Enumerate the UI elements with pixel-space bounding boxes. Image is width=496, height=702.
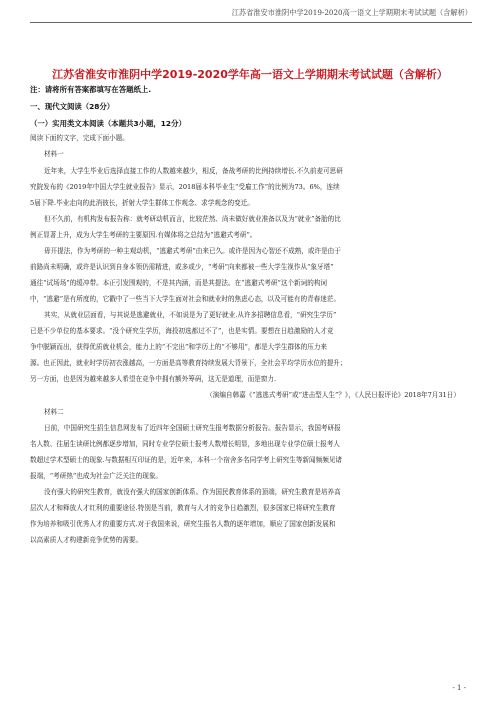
- paragraph-line: 其实，从就业层面看，与其说是逃避就业，不如说是为了更好就业.从许多招聘信息看，“研究生学历”: [44, 311, 337, 319]
- paragraph-line: 前路尚未明确，或许是认识到自身本领仍需精进，或多或少，“考研”向来都被一些大学生视作从“象牙塔”: [30, 263, 334, 271]
- paragraph-line: 数超过学术型硕士的现象.与数据相互印证的是，近年来，本科一个宿舍多名同学考上研究生等新闻频频见诸: [30, 456, 343, 464]
- paragraph-line: 中，“逃避”是有所度的，它戳中了一些当下大学生面对社会和就业时的焦虑心态，以及可能有的青春迷茫。: [30, 295, 341, 303]
- paragraph-line: 报端，“考研热”也成为社会广泛关注的现象。: [30, 472, 163, 480]
- paragraph-line: 名人数、往届生读研比例都逐步增加，同时专业学位硕士报考人数增长明显，多地出现专业学位硕士报考人: [30, 440, 340, 448]
- header-divider: [30, 22, 472, 23]
- section-heading: 一、现代文阅读（28分）: [30, 102, 115, 111]
- paragraph-line: 已是不少单位的基本要求。“没个研究生学历，海投初选都过不了”，也是实情。要想在日趋激励的人才竞: [30, 327, 334, 335]
- paragraph-line: 作为培养和吸引优秀人才的重要方式.对于我国来说，研究生报名人数的逐年增加，顺应了国家创新发展和: [30, 520, 336, 528]
- paragraph-line: 日前，中国研究生招生信息网发布了近四年全国硕士研究生报考数据分析报告。报告显示，我国考研报: [44, 424, 341, 432]
- subsection-heading: （一）实用类文本阅读（本题共3小题，12分）: [30, 119, 186, 128]
- paragraph-line: 源。也正因此，就业时学历初衣涨越高，一方面是高等教育持续发展大背景下，全社会平均学历水位的提升；: [30, 359, 347, 367]
- paragraph-line: 另一方面，也是因为越来越多人希望在竞争中拥有额外筹码，这无是道理，而是窗力.: [30, 375, 277, 383]
- paragraph-line: 但不久前，有机构发布报告称：就考研动机而言，比较茫然、尚未做好就业准备以及为“就业”备胎的比: [44, 215, 341, 223]
- paragraph-line: 近年来，大学生毕业后选择直接工作的人数越来越少，相反，备战考研的比例持续增长.不久前麦可思研: [44, 167, 343, 175]
- paragraph-line: 通往“试场场”的缓冲带。本正引发围观的，不是其内涵，而是其提法。在“逃避式考研”这个新词的构词: [30, 279, 328, 287]
- paragraph-line: 毋开提法，作为考研的一种主观动机，“逃避式考研”由来已久。或许是因为心智还不成熟，或许是由于: [44, 247, 341, 255]
- source-citation: （演编自韩嘉《“逃逃式考研”或“进击型人生”？》，《人民日报评论》2018年7月31日）: [206, 391, 460, 399]
- notice-line: 注：请将所有答案都填写在答题纸上.: [30, 85, 152, 94]
- paragraph-line: 例正显著上升，成为大学生考研的主要原因.有媒体将之总结为“逃避式考研”。: [30, 231, 257, 239]
- paragraph-line: 5届下降.毕业走向的此消彼长，折射大学生群体工作观念、求学观念的变迁。: [30, 199, 254, 207]
- paragraph-line: 没有强大的研究生教育，就没有强大的国家创新体系。作为国民教育体系的顶端，研究生教育是培养高: [44, 488, 341, 496]
- paragraph-line: 层次人才和释放人才红利的重要途径.特别是当前，教育与人才的竞争日趋激烈，很多国家已将研究生教育: [30, 504, 336, 512]
- document-title: 江苏省淮安市淮阴中学2019-2020学年高一语文上学期期末考试试题（含解析）: [52, 68, 448, 81]
- material-label: 材料二: [44, 408, 64, 416]
- page-number: - 1 -: [452, 684, 466, 692]
- material-label: 材料一: [44, 150, 64, 158]
- paragraph-line: 争中脱颖而出，获得优质就业机会，能力上的“不完出”和学历上的“不够用”，都是大学生群体的压力来: [30, 343, 328, 351]
- paragraph-line: 究院发布的《2019年中国大学生就业报告》显示，2018届本科毕业生“受雇工作”的比例为73。6%，连续: [30, 183, 340, 191]
- running-header: 江苏省淮安市淮阴中学2019-2020高一语文上学期期末考试试题（含解析）: [231, 8, 472, 17]
- instruction-text: 阅读下面的文字，完成下面小题。: [30, 134, 129, 142]
- paragraph-line: 以高素质人才构建新竞争优势的需要。: [30, 536, 143, 544]
